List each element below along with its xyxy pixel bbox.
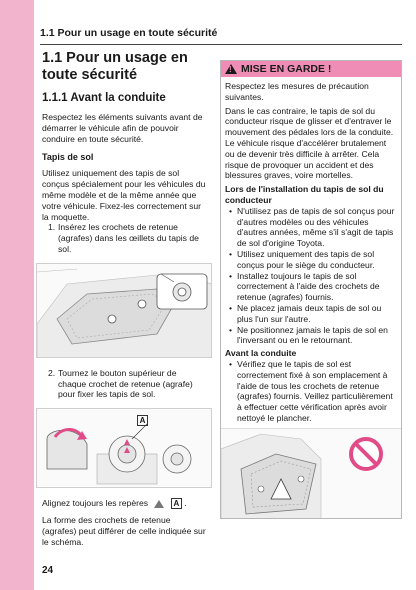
warning-intro: Respectez les mesures de précaution suivantes. [225,81,369,102]
warning-subhead-installation: Lors de l'installation du tapis de sol du conducteur [225,184,384,205]
floor-mats-heading: Tapis de sol [42,152,94,163]
marker-a-label: A [137,415,148,426]
warning-title: MISE EN GARDE ! [241,63,332,75]
list-item: • Ne placez jamais deux tapis de sol ou plus l'un sur l'autre. [229,302,382,324]
warning-bullets-installation [225,206,397,346]
warning-icon [225,64,237,74]
section-tab [0,0,34,590]
list-item: • N'utilisez pas de tapis de sol conçus pour d'autres modèles ou des véhicules d'autres années, même s'il s'agit de tapis de sol d'origine Toyota. [229,205,395,249]
stacked-mats-illustration [221,428,401,518]
header-title: 1.1 Pour un usage en toute sécurité [40,27,218,39]
list-item: • Ne positionnez jamais le tapis de sol en l'inversant ou en le retournant. [229,324,388,346]
section-title: 1.1 Pour un usage en toute sécurité [42,50,188,83]
alignment-marker-a: A [171,498,182,509]
alignment-triangle-icon [154,500,164,508]
floor-mat-illustration [36,263,212,358]
step-2 [48,368,207,400]
step-1-number: 1. [48,222,56,233]
subsection-title: 1.1.1 Avant la conduite [42,92,166,104]
warning-box [220,60,402,519]
step-2-number: 2. [48,367,56,378]
retaining-hook-illustration [36,408,212,488]
page-number: 24 [42,565,54,576]
list-item: • Installez toujours le tapis de sol correctement à l'aide des crochets de retenue (agrafes) fournis. [229,270,380,303]
alignment-text: Alignez toujours les repères [42,498,149,509]
alignment-note: Alignez toujours les repères A . [42,498,187,509]
list-item: • Utilisez uniquement des tapis de sol conçus pour le siège du conducteur. [229,248,375,270]
warning-body: Dans le cas contraire, le tapis de sol du conducteur risque de glisser et d'entraver le mouvement des pédales lors de la conduite. Le véhicule risque d'accélérer brutalement ou de devenir très difficile à arrêter. Cela risque de provoquer un accident et des blessures graves, voire mortelles. [225,105,394,181]
page-header [40,23,402,45]
warning-subhead-before-driving: Avant la conduite [225,348,297,359]
left-column [42,50,207,548]
floor-mats-paragraph: Utilisez uniquement des tapis de sol conçus spécialement pour les véhicules du même modèle et de la même année que votre véhicule. Fixez-les correctement sur la moquette. [42,168,206,222]
intro-paragraph: Respectez les éléments suivants avant de démarrer le véhicule afin de pouvoir conduire en toute sécurité. [42,112,203,144]
warning-header [221,61,401,77]
step-1-text: Insérez les crochets de retenue (agrafes) dans les œillets du tapis de sol. [58,222,199,254]
hook-shape-note: La forme des crochets de retenue (agrafes) peut différer de celle indiquée sur le schéma. [42,515,206,547]
step-1 [48,222,207,254]
warning-bullets-before-driving [225,359,397,424]
step-2-text: Tournez le bouton supérieur de chaque crochet de retenue (agrafe) pour fixer les tapis de sol. [58,367,193,400]
list-item: • Vérifiez que le tapis de sol est correctement fixé à son emplacement à l'aide de tous les crochets de retenue (agrafes) fournis. Veillez particulièrement à effectuer cette vérification après avoir nettoyé le plancher. [229,358,393,423]
